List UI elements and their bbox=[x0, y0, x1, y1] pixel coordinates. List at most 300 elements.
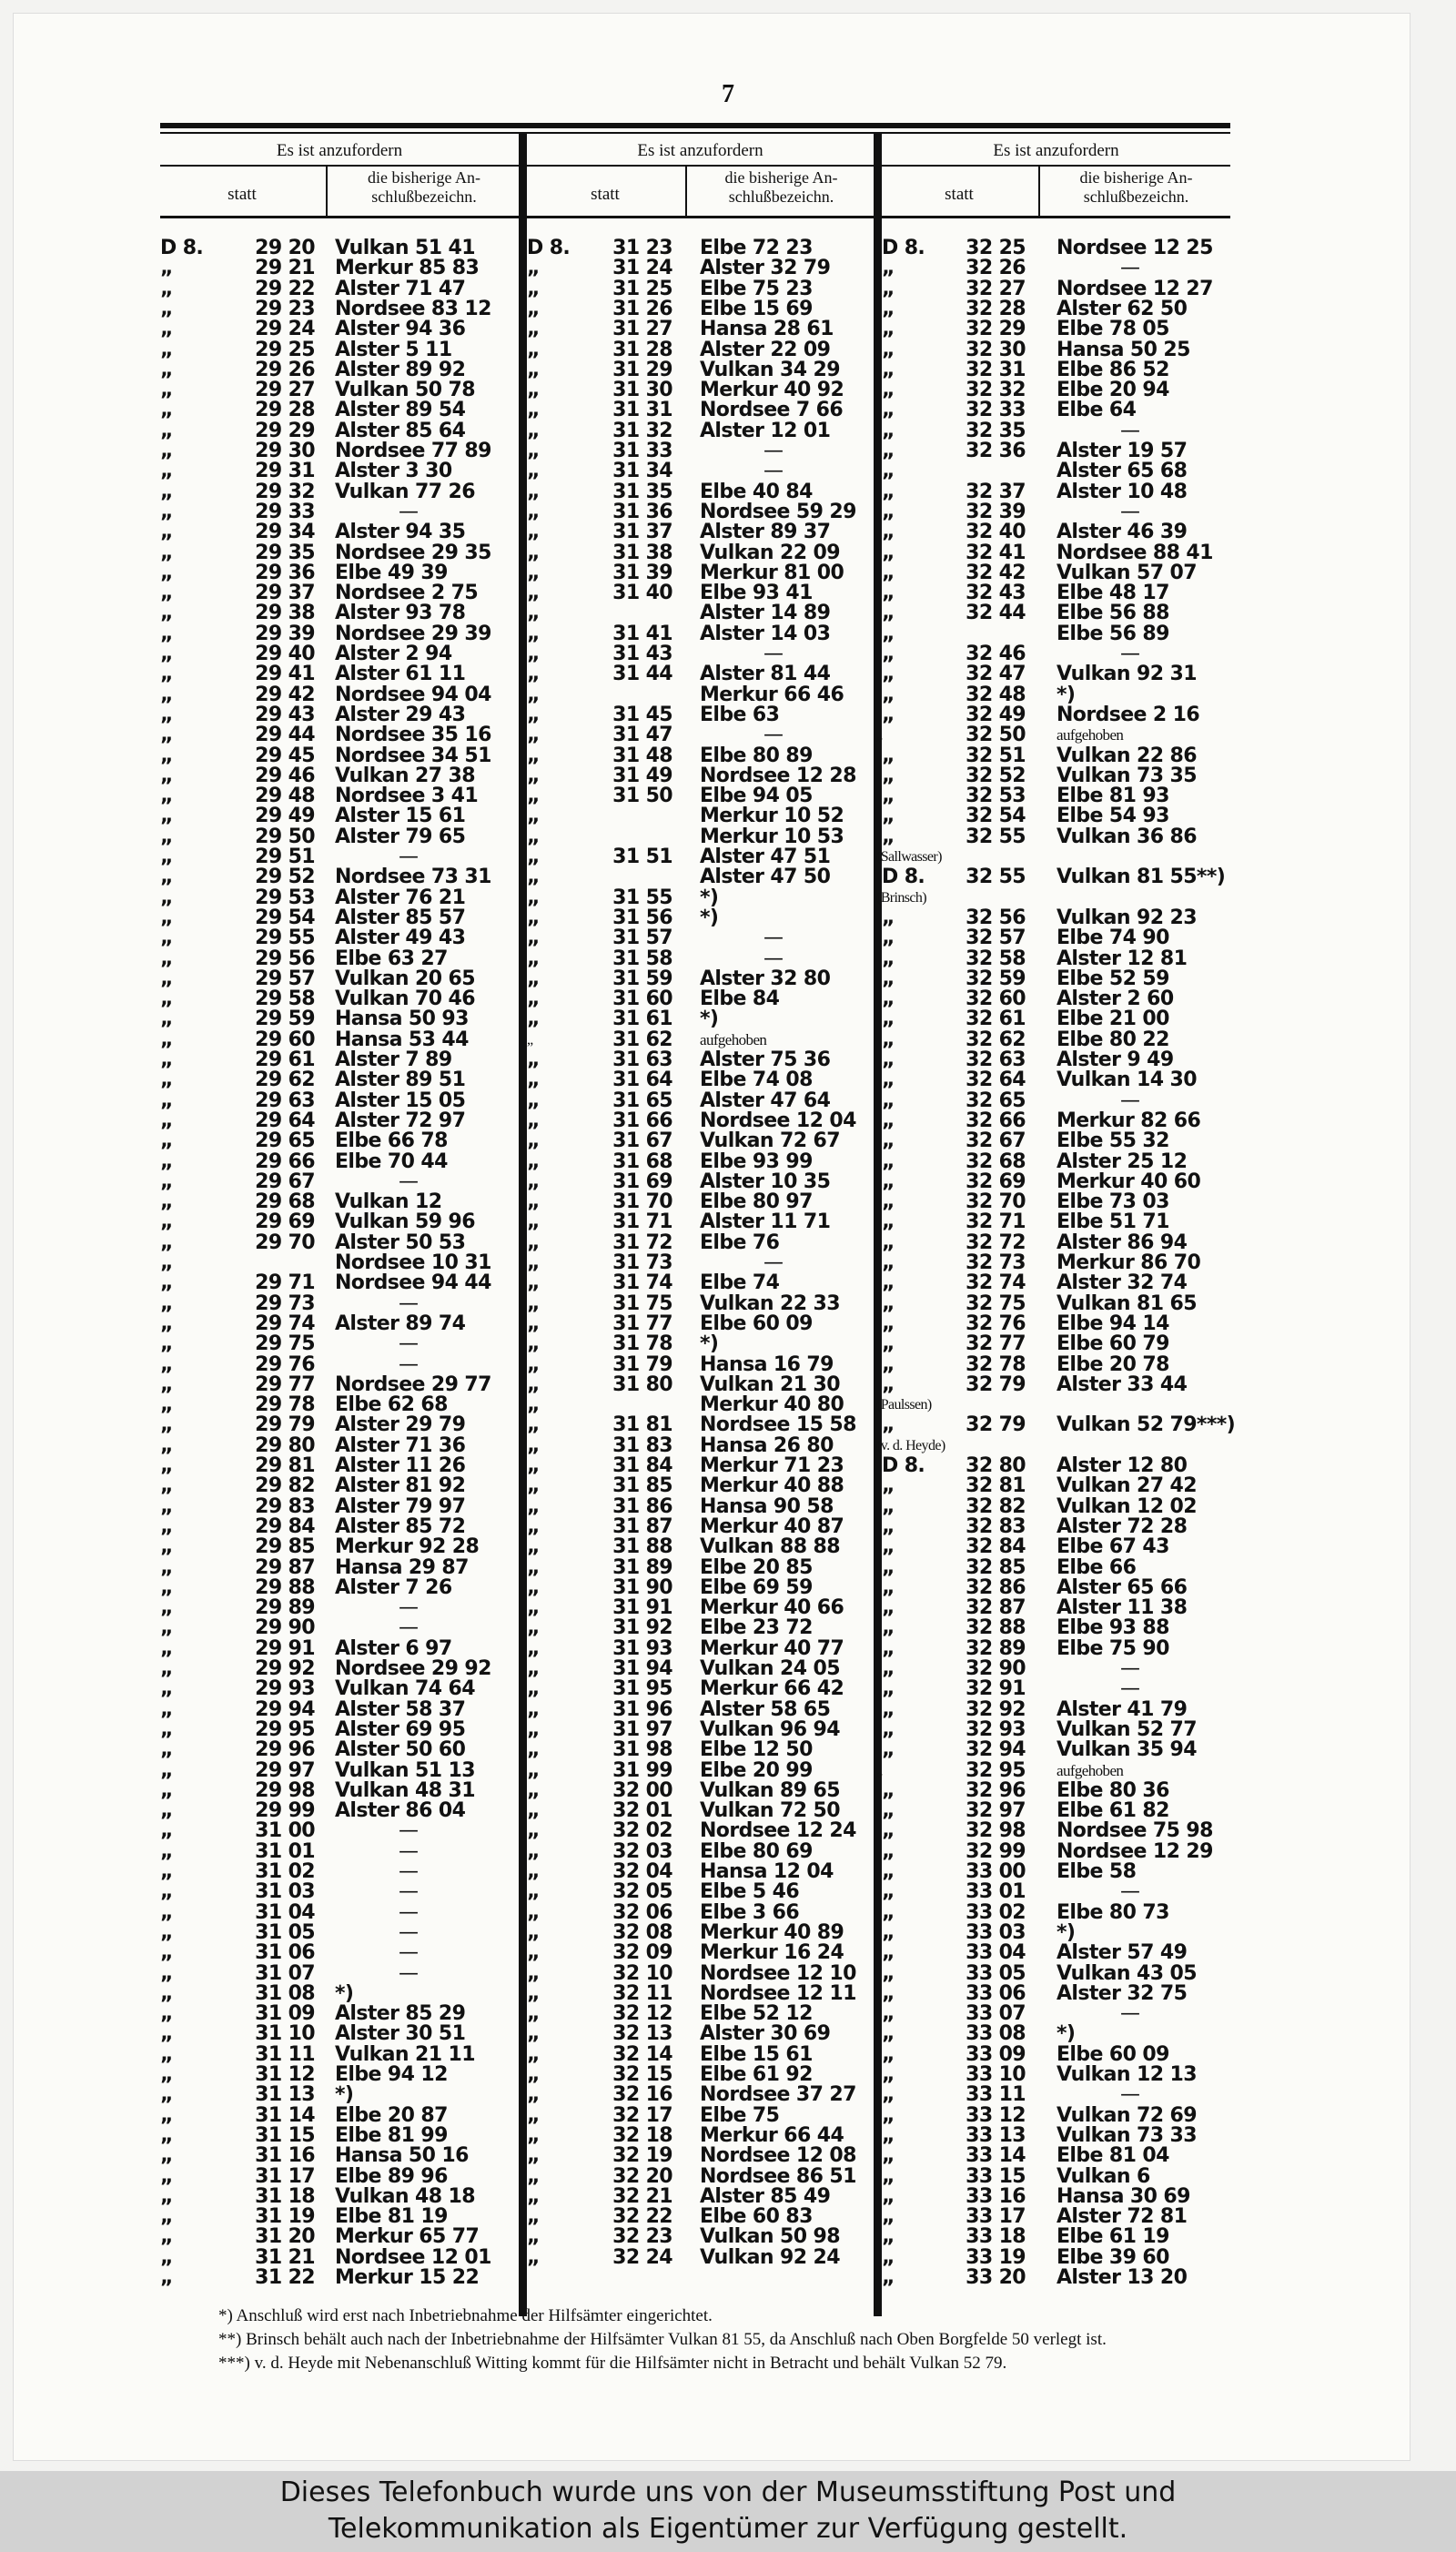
entry-prefix: „ bbox=[527, 2225, 540, 2249]
old-number: 29 30 bbox=[255, 440, 315, 462]
previous-designation: Vulkan 50 98 bbox=[700, 2225, 840, 2249]
old-number: 29 23 bbox=[255, 297, 315, 320]
previous-designation: Elbe 80 97 bbox=[700, 1190, 813, 1214]
entry-prefix: „ bbox=[882, 1657, 895, 1680]
entry-prefix: „ bbox=[882, 1190, 895, 1214]
old-number: 31 11 bbox=[255, 2042, 315, 2066]
entry-prefix: „ bbox=[527, 1149, 540, 1173]
entry-prefix: „ bbox=[160, 297, 173, 320]
previous-designation: Nordsee 73 31 bbox=[335, 866, 491, 889]
entry-prefix: „ bbox=[160, 460, 173, 483]
entry-prefix: „ bbox=[882, 2022, 895, 2046]
old-number: 32 97 bbox=[966, 1799, 1026, 1823]
previous-designation: Hansa 50 93 bbox=[335, 1008, 469, 1031]
top-rule bbox=[160, 123, 1230, 128]
old-number: 32 20 bbox=[612, 2164, 672, 2188]
entry-prefix: „ bbox=[882, 1008, 895, 1031]
old-number: 33 09 bbox=[966, 2042, 1026, 2066]
old-number: 31 47 bbox=[612, 724, 672, 747]
old-number: 29 65 bbox=[255, 1129, 315, 1153]
entry-prefix: „ bbox=[882, 987, 895, 1011]
entry-prefix: „ bbox=[882, 1778, 895, 1802]
entry-prefix: „ bbox=[527, 277, 540, 300]
entry-prefix: „ bbox=[882, 2225, 895, 2249]
old-number: 32 09 bbox=[612, 1941, 672, 1965]
old-number: 32 76 bbox=[966, 1311, 1026, 1335]
previous-designation: Alster 85 72 bbox=[335, 1514, 466, 1538]
previous-designation: Nordsee 12 25 bbox=[1057, 237, 1213, 259]
entry-prefix: „ bbox=[160, 927, 173, 950]
old-number: 31 68 bbox=[612, 1149, 672, 1173]
entry-prefix: „ bbox=[160, 1352, 173, 1376]
entry-prefix: „ bbox=[882, 1839, 895, 1863]
previous-designation: *) bbox=[1057, 1920, 1076, 1944]
entry-prefix: „ bbox=[160, 1129, 173, 1153]
entry-prefix: „ bbox=[882, 1311, 895, 1335]
previous-designation: Vulkan 6 bbox=[1057, 2164, 1150, 2188]
entry-prefix: „ bbox=[882, 419, 895, 442]
previous-designation: Elbe 20 87 bbox=[335, 2103, 448, 2127]
entry-prefix: „ bbox=[160, 947, 173, 970]
previous-designation: Elbe 58 bbox=[1057, 1860, 1137, 1883]
previous-designation: Alster 2 60 bbox=[1057, 987, 1174, 1011]
old-number: 33 00 bbox=[966, 1860, 1026, 1883]
entry-prefix: „ bbox=[160, 724, 173, 747]
old-number: 31 55 bbox=[612, 886, 672, 909]
entry-prefix: „ bbox=[160, 1778, 173, 1802]
entry-prefix: „ bbox=[882, 1210, 895, 1234]
old-number: 31 09 bbox=[255, 2002, 315, 2026]
entry-prefix: „ bbox=[527, 947, 540, 970]
old-number: 31 44 bbox=[612, 663, 672, 686]
previous-designation: Alster 89 74 bbox=[335, 1311, 466, 1335]
old-number: 29 96 bbox=[255, 1738, 315, 1762]
entry-prefix: „ bbox=[160, 967, 173, 990]
old-number: 32 95 bbox=[966, 1758, 1026, 1782]
old-number: 31 96 bbox=[612, 1697, 672, 1721]
entry-prefix: „ bbox=[527, 1860, 540, 1883]
old-number: 32 40 bbox=[966, 521, 1026, 544]
entry-prefix: „ bbox=[160, 2164, 173, 2188]
footnote-2: **) Brinsch behält auch nach der Inbetriebnahme der Hilfsämter Vulkan 81 55, da Anschluß nach Oben Borgfelde 50 verlegt ist. bbox=[218, 2330, 1107, 2349]
old-number: 29 63 bbox=[255, 1089, 315, 1112]
previous-designation: Hansa 50 25 bbox=[1057, 338, 1190, 361]
previous-designation: Alster 12 81 bbox=[1057, 947, 1188, 970]
previous-designation: Alster 89 92 bbox=[335, 358, 466, 381]
previous-designation: Elbe 80 89 bbox=[700, 744, 813, 767]
previous-designation: Alster 49 43 bbox=[335, 927, 466, 950]
old-number: 32 37 bbox=[966, 480, 1026, 503]
entry-prefix: „ bbox=[882, 541, 895, 564]
old-number: 31 16 bbox=[255, 2144, 315, 2168]
old-number: 31 43 bbox=[612, 643, 672, 665]
previous-designation: Alster 29 43 bbox=[335, 703, 466, 726]
entry-prefix: „ bbox=[527, 886, 540, 909]
previous-designation: Alster 79 97 bbox=[335, 1494, 466, 1518]
previous-designation: Alster 58 65 bbox=[700, 1697, 831, 1721]
old-number: 33 12 bbox=[966, 2103, 1026, 2127]
previous-designation: Nordsee 88 41 bbox=[1057, 541, 1213, 564]
previous-designation: Merkur 40 89 bbox=[700, 1920, 844, 1944]
previous-designation: — bbox=[399, 1860, 419, 1883]
entry-prefix: „ bbox=[160, 521, 173, 544]
entry-prefix: „ bbox=[882, 825, 895, 848]
entry-prefix: „ bbox=[882, 1860, 895, 1883]
entry-prefix: „ bbox=[527, 724, 540, 747]
previous-designation: Vulkan 36 86 bbox=[1057, 825, 1197, 848]
old-number: 32 32 bbox=[966, 379, 1026, 402]
entry-prefix: „ bbox=[882, 1251, 895, 1274]
previous-designation: Elbe 20 99 bbox=[700, 1758, 813, 1782]
old-number: 32 92 bbox=[966, 1697, 1026, 1721]
entry-prefix: „ bbox=[527, 500, 540, 523]
old-number: 31 45 bbox=[612, 703, 672, 726]
previous-designation: Alster 15 05 bbox=[335, 1089, 466, 1112]
previous-designation: Nordsee 12 08 bbox=[700, 2144, 856, 2168]
entry-prefix: „ bbox=[876, 1762, 883, 1778]
previous-designation: — bbox=[399, 1616, 419, 1640]
entry-prefix: „ bbox=[527, 318, 540, 341]
entry-prefix: „ bbox=[527, 1454, 540, 1477]
previous-designation: Elbe 12 50 bbox=[700, 1738, 813, 1762]
entry-prefix: „ bbox=[527, 2245, 540, 2269]
old-number: 31 33 bbox=[612, 440, 672, 462]
old-number: 32 64 bbox=[966, 1068, 1026, 1092]
old-number: 31 34 bbox=[612, 460, 672, 483]
previous-designation: Vulkan 72 67 bbox=[700, 1129, 840, 1153]
entry-prefix: „ bbox=[882, 1961, 895, 1985]
entry-prefix: „ bbox=[160, 2083, 173, 2107]
entry-prefix: „ bbox=[160, 1413, 173, 1437]
entry-prefix: „ bbox=[527, 622, 540, 645]
entry-prefix: „ bbox=[527, 1880, 540, 1904]
previous-designation: Alster 81 92 bbox=[335, 1474, 466, 1498]
old-number: 29 43 bbox=[255, 703, 315, 726]
previous-designation: Alster 71 36 bbox=[335, 1433, 466, 1457]
previous-designation: Alster 94 36 bbox=[335, 318, 466, 341]
entry-prefix: „ bbox=[882, 1677, 895, 1701]
old-number: 31 93 bbox=[612, 1636, 672, 1660]
entry-prefix: „ bbox=[160, 379, 173, 402]
old-number: 32 17 bbox=[612, 2103, 672, 2127]
old-number: 29 20 bbox=[255, 237, 315, 259]
entry-prefix: „ bbox=[160, 1251, 173, 1274]
entry-prefix: „ bbox=[160, 1839, 173, 1863]
previous-designation: Vulkan 20 65 bbox=[335, 967, 475, 990]
old-number: 29 70 bbox=[255, 1230, 315, 1254]
old-number: 31 25 bbox=[612, 277, 672, 300]
entry-prefix: „ bbox=[882, 521, 895, 544]
old-number: 33 07 bbox=[966, 2002, 1026, 2026]
entry-prefix: „ bbox=[527, 2123, 540, 2147]
previous-designation: Merkur 81 00 bbox=[700, 561, 844, 584]
old-number: 32 71 bbox=[966, 1210, 1026, 1234]
entry-prefix: „ bbox=[527, 967, 540, 990]
entry-prefix: „ bbox=[527, 582, 540, 605]
previous-designation: Elbe 74 bbox=[700, 1271, 780, 1295]
header-rule bbox=[527, 165, 874, 167]
previous-designation: Elbe 62 68 bbox=[335, 1393, 448, 1417]
entry-prefix: „ bbox=[527, 2022, 540, 2046]
entry-prefix: „ bbox=[160, 825, 173, 848]
entry-prefix: „ bbox=[527, 1210, 540, 1234]
entry-prefix: „ bbox=[527, 541, 540, 564]
previous-designation: Elbe 81 19 bbox=[335, 2205, 448, 2229]
entry-prefix: D 8. bbox=[882, 237, 925, 259]
previous-designation: Alster 32 74 bbox=[1057, 1271, 1188, 1295]
previous-designation: Vulkan 35 94 bbox=[1057, 1738, 1197, 1762]
entry-prefix: „ bbox=[160, 1900, 173, 1924]
old-number: 31 70 bbox=[612, 1190, 672, 1214]
entry-prefix: „ bbox=[882, 1372, 895, 1396]
entry-prefix: „ bbox=[160, 886, 173, 909]
old-number: 31 50 bbox=[612, 785, 672, 808]
entry-prefix: „ bbox=[527, 2063, 540, 2086]
column-divider-2 bbox=[874, 132, 882, 2316]
header-separator bbox=[685, 165, 687, 216]
previous-designation: Elbe 81 93 bbox=[1057, 785, 1169, 808]
entry-prefix: „ bbox=[882, 1981, 895, 2005]
previous-designation: Vulkan 14 30 bbox=[1057, 1068, 1197, 1092]
entry-prefix: „ bbox=[160, 1311, 173, 1335]
previous-designation: Elbe 61 19 bbox=[1057, 2225, 1169, 2249]
old-number: 32 80 bbox=[966, 1454, 1026, 1477]
old-number: 29 41 bbox=[255, 663, 315, 686]
previous-designation: Nordsee 12 24 bbox=[700, 1819, 856, 1843]
previous-designation: Alster 11 38 bbox=[1057, 1596, 1188, 1620]
header-rule bbox=[882, 165, 1230, 167]
previous-designation: Vulkan 27 38 bbox=[335, 764, 475, 787]
old-number: 31 59 bbox=[612, 967, 672, 990]
entry-prefix: „ bbox=[527, 987, 540, 1011]
old-number: 32 04 bbox=[612, 1860, 672, 1883]
previous-designation: *) bbox=[1057, 2022, 1076, 2046]
previous-designation: Vulkan 48 31 bbox=[335, 1778, 475, 1802]
old-number: 32 08 bbox=[612, 1920, 672, 1944]
previous-designation: Nordsee 34 51 bbox=[335, 744, 491, 767]
old-number: 29 75 bbox=[255, 1332, 315, 1356]
entry-prefix: „ bbox=[882, 1799, 895, 1823]
old-number: 32 94 bbox=[966, 1738, 1026, 1762]
entry-prefix: „ bbox=[882, 622, 895, 645]
old-number: 32 33 bbox=[966, 399, 1026, 422]
header-title: Es ist anzufordern bbox=[993, 141, 1119, 160]
previous-designation: Nordsee 94 44 bbox=[335, 1271, 491, 1295]
entry-prefix: „ bbox=[160, 1474, 173, 1498]
previous-designation: Alster 71 47 bbox=[335, 277, 466, 300]
old-number: 29 28 bbox=[255, 399, 315, 422]
old-number: 32 36 bbox=[966, 440, 1026, 462]
previous-designation: Nordsee 12 28 bbox=[700, 764, 856, 787]
old-number: 31 41 bbox=[612, 622, 672, 645]
previous-designation: Alster 6 97 bbox=[335, 1636, 452, 1660]
previous-designation: — bbox=[763, 460, 784, 483]
entry-prefix: „ bbox=[527, 1941, 540, 1965]
old-number: 29 31 bbox=[255, 460, 315, 483]
entry-prefix: „ bbox=[160, 2205, 173, 2229]
entry-prefix: „ bbox=[527, 379, 540, 402]
entry-prefix: „ bbox=[527, 1413, 540, 1437]
previous-designation: Nordsee 12 29 bbox=[1057, 1839, 1213, 1863]
entry-prefix: „ bbox=[882, 1880, 895, 1904]
previous-designation: Nordsee 37 27 bbox=[700, 2083, 856, 2107]
entry-prefix: „ bbox=[882, 338, 895, 361]
previous-designation: Merkur 40 77 bbox=[700, 1636, 844, 1660]
previous-designation: Vulkan 70 46 bbox=[335, 987, 475, 1011]
previous-designation: Elbe 15 61 bbox=[700, 2042, 813, 2066]
entry-prefix: „ bbox=[527, 1089, 540, 1112]
previous-designation: Vulkan 72 50 bbox=[700, 1799, 840, 1823]
entry-prefix: „ bbox=[160, 1008, 173, 1031]
entry-prefix: „ bbox=[527, 1920, 540, 1944]
previous-designation: Nordsee 12 04 bbox=[700, 1109, 856, 1132]
old-number: 32 21 bbox=[612, 2184, 672, 2208]
entry-prefix: „ bbox=[527, 1031, 533, 1048]
entry-prefix: „ bbox=[527, 1514, 540, 1538]
previous-designation: Nordsee 7 66 bbox=[700, 399, 844, 422]
old-number: 32 28 bbox=[966, 297, 1026, 320]
entry-prefix: „ bbox=[527, 297, 540, 320]
old-number: 29 49 bbox=[255, 805, 315, 828]
old-number: 31 75 bbox=[612, 1291, 672, 1315]
previous-designation: Vulkan 96 94 bbox=[700, 1717, 840, 1741]
old-number: 32 82 bbox=[966, 1494, 1026, 1518]
previous-designation: Vulkan 88 88 bbox=[700, 1535, 840, 1559]
entry-prefix: „ bbox=[527, 521, 540, 544]
old-number: 29 99 bbox=[255, 1799, 315, 1823]
entry-prefix: „ bbox=[160, 866, 173, 889]
entry-prefix: „ bbox=[527, 1981, 540, 2005]
old-number: 29 36 bbox=[255, 561, 315, 584]
old-number: 31 13 bbox=[255, 2083, 315, 2107]
entry-prefix: „ bbox=[882, 2164, 895, 2188]
previous-designation: Elbe 63 27 bbox=[335, 947, 448, 970]
old-number: 29 73 bbox=[255, 1291, 315, 1315]
entry-prefix: „ bbox=[882, 2042, 895, 2066]
old-number: 29 44 bbox=[255, 724, 315, 747]
previous-designation: Alster 32 79 bbox=[700, 257, 831, 280]
previous-designation: — bbox=[399, 846, 419, 868]
previous-designation: Elbe 89 96 bbox=[335, 2164, 448, 2188]
entry-prefix: D 8. bbox=[882, 1454, 925, 1477]
entry-prefix: (Brinsch) bbox=[876, 889, 927, 906]
entry-prefix: „ bbox=[160, 1636, 173, 1660]
old-number: 32 44 bbox=[966, 602, 1026, 625]
header-bezeichnung: die bisherige An- schlußbezeichn. bbox=[368, 168, 480, 206]
entry-prefix: „ bbox=[527, 1251, 540, 1274]
previous-designation: Alster 81 44 bbox=[700, 663, 831, 686]
footnote-1: *) Anschluß wird erst nach Inbetriebnahme der Hilfsämter eingerichtet. bbox=[218, 2306, 713, 2325]
old-number: 29 74 bbox=[255, 1311, 315, 1335]
entry-prefix: „ bbox=[882, 643, 895, 665]
previous-designation: Elbe 23 72 bbox=[700, 1616, 813, 1640]
old-number: 32 12 bbox=[612, 2002, 672, 2026]
previous-designation: Elbe 60 09 bbox=[1057, 2042, 1169, 2066]
entry-prefix: „ bbox=[882, 582, 895, 605]
previous-designation: Merkur 65 77 bbox=[335, 2225, 480, 2249]
previous-designation: Hansa 28 61 bbox=[700, 318, 834, 341]
entry-prefix: „ bbox=[882, 1494, 895, 1518]
old-number: 31 92 bbox=[612, 1616, 672, 1640]
entry-prefix: „ bbox=[160, 1758, 173, 1782]
entry-prefix: „ bbox=[160, 1961, 173, 1985]
previous-designation: Alster 85 64 bbox=[335, 419, 466, 442]
previous-designation: Hansa 26 80 bbox=[700, 1433, 834, 1457]
entry-prefix: „ bbox=[882, 500, 895, 523]
old-number: 29 81 bbox=[255, 1454, 315, 1477]
old-number: 32 16 bbox=[612, 2083, 672, 2107]
entry-prefix: „ bbox=[527, 1697, 540, 1721]
entry-prefix: „ bbox=[160, 1048, 173, 1071]
entry-prefix: „ bbox=[882, 1596, 895, 1620]
previous-designation: Vulkan 43 05 bbox=[1057, 1961, 1197, 1985]
old-number: 32 15 bbox=[612, 2063, 672, 2086]
column-header bbox=[882, 132, 1230, 218]
old-number: 29 82 bbox=[255, 1474, 315, 1498]
entry-prefix: „ bbox=[527, 1535, 540, 1559]
previous-designation: — bbox=[763, 724, 784, 747]
previous-designation: — bbox=[1120, 643, 1140, 665]
previous-designation: Merkur 40 88 bbox=[700, 1474, 844, 1498]
previous-designation: Alster 47 64 bbox=[700, 1089, 831, 1112]
entry-prefix: „ bbox=[160, 2144, 173, 2168]
old-number: 32 88 bbox=[966, 1616, 1026, 1640]
previous-designation: — bbox=[399, 1961, 419, 1985]
old-number: 31 86 bbox=[612, 1494, 672, 1518]
previous-designation: Elbe 20 78 bbox=[1057, 1352, 1169, 1376]
old-number: 32 22 bbox=[612, 2205, 672, 2229]
old-number: 33 01 bbox=[966, 1880, 1026, 1904]
previous-designation: — bbox=[1120, 2002, 1140, 2026]
previous-designation: *) bbox=[700, 906, 719, 929]
old-number: 29 25 bbox=[255, 338, 315, 361]
old-number: 31 94 bbox=[612, 1657, 672, 1680]
old-number: 29 66 bbox=[255, 1149, 315, 1173]
page-number: 7 bbox=[722, 80, 734, 108]
entry-prefix: „ bbox=[882, 2144, 895, 2168]
entry-prefix: „ bbox=[160, 1860, 173, 1883]
entry-prefix: „ bbox=[882, 1352, 895, 1376]
old-number: 29 71 bbox=[255, 1271, 315, 1295]
previous-designation: Vulkan 73 33 bbox=[1057, 2123, 1197, 2147]
entry-prefix: „ bbox=[527, 1372, 540, 1396]
previous-designation: Alster 47 50 bbox=[700, 866, 831, 889]
entry-prefix: „ bbox=[882, 1068, 895, 1092]
entry-prefix: „ bbox=[882, 906, 895, 929]
entry-prefix: „ bbox=[882, 1697, 895, 1721]
old-number: 33 04 bbox=[966, 1941, 1026, 1965]
old-number: 32 14 bbox=[612, 2042, 672, 2066]
previous-designation: Alster 65 66 bbox=[1057, 1575, 1188, 1599]
previous-designation: Alster 85 57 bbox=[335, 906, 466, 929]
header-title: Es ist anzufordern bbox=[276, 141, 403, 160]
previous-designation: Alster 47 51 bbox=[700, 846, 831, 868]
old-number: 33 10 bbox=[966, 2063, 1026, 2086]
previous-designation: Alster 65 68 bbox=[1057, 460, 1188, 483]
old-number: 29 26 bbox=[255, 358, 315, 381]
previous-designation: Nordsee 2 16 bbox=[1057, 703, 1200, 726]
previous-designation: Nordsee 10 31 bbox=[335, 1251, 491, 1274]
previous-designation: Vulkan 92 24 bbox=[700, 2245, 840, 2269]
previous-designation: — bbox=[399, 1170, 419, 1193]
entry-prefix: „ bbox=[160, 1170, 173, 1193]
old-number: 33 14 bbox=[966, 2144, 1026, 2168]
previous-designation: Elbe 80 69 bbox=[700, 1839, 813, 1863]
old-number: 32 11 bbox=[612, 1981, 672, 2005]
previous-designation: Vulkan 21 11 bbox=[335, 2042, 475, 2066]
previous-designation: Elbe 75 90 bbox=[1057, 1636, 1169, 1660]
old-number: 31 19 bbox=[255, 2205, 315, 2229]
